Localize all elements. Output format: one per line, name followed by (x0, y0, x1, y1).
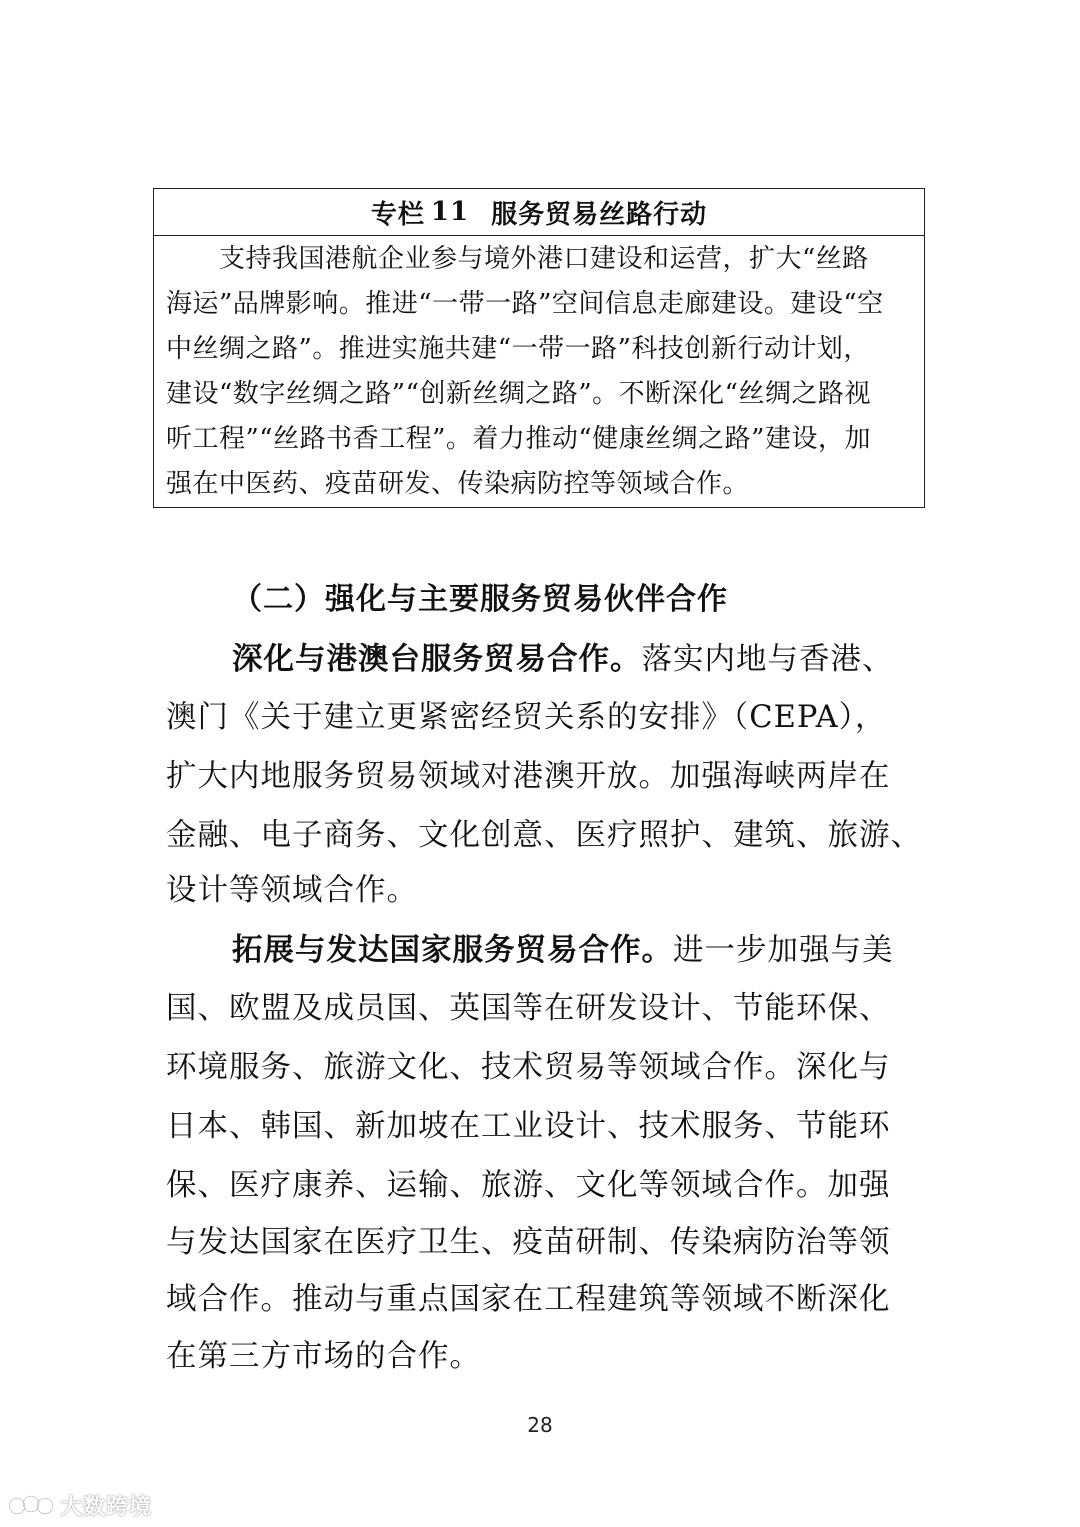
paragraph-text: 进一步加强与美 (673, 933, 894, 968)
column-text-line: 建设“数字丝绸之路”“创新丝绸之路”。不断深化“丝绸之路视 (166, 379, 871, 409)
feature-column-header (154, 189, 924, 236)
paragraph-line: 在第三方市场的合作。 (166, 1339, 481, 1374)
paragraph-line: 与发达国家在医疗卫生、疫苗研制、传染病防治等领 (166, 1225, 891, 1260)
column-label: 专栏 (370, 199, 425, 230)
column-text-line: 强在中医药、疫苗研发、传染病防控等领域合作。 (166, 469, 750, 499)
paragraph-line: 金融、电子商务、文化创意、医疗照护、建筑、旅游、 (166, 818, 922, 853)
paragraph-line: 设计等领域合作。 (166, 873, 418, 908)
column-text-line: 海运”品牌影响。推进“一带一路”空间信息走廊建设。建设“空 (166, 289, 884, 319)
watermark-logo-icon (8, 1492, 54, 1518)
feature-column-box (153, 188, 925, 508)
paragraph-lead: 拓展与发达国家服务贸易合作。 (232, 932, 673, 968)
paragraph-line: 保、医疗康养、运输、旅游、文化等领域合作。加强 (166, 1168, 891, 1203)
section-heading: （二）强化与主要服务贸易伙伴合作 (232, 582, 728, 617)
paragraph-line: 国、欧盟及成员国、英国等在研发设计、节能环保、 (166, 991, 891, 1026)
watermark-text: 大数跨境 (60, 1494, 153, 1520)
paragraph-line: 域合作。推动与重点国家在工程建筑等领域不断深化 (166, 1282, 891, 1317)
paragraph-line: 环境服务、旅游文化、技术贸易等领域合作。深化与 (166, 1050, 891, 1085)
paragraph-first-line (232, 927, 926, 973)
column-text-line: 中丝绸之路”。推进实施共建“一带一路”科技创新行动计划， (166, 334, 870, 364)
paragraph-lead: 深化与港澳台服务贸易合作。 (232, 641, 642, 677)
paragraph-line: 扩大内地服务贸易领域对港澳开放。加强海峡两岸在 (166, 759, 891, 794)
column-text-line: 支持我国港航企业参与境外港口建设和运营，扩大“丝路 (166, 244, 869, 274)
column-title: 服务贸易丝路行动 (491, 199, 708, 230)
column-number: 11 (430, 197, 470, 227)
paragraph-line: 澳门《关于建立更紧密经贸关系的安排》（CEPA）， (166, 700, 887, 735)
paragraph-first-line (232, 636, 926, 682)
paragraph-line: 日本、韩国、新加坡在工业设计、技术服务、节能环 (166, 1109, 891, 1144)
column-text-line: 听工程”“丝路书香工程”。着力推动“健康丝绸之路”建设，加 (166, 424, 871, 454)
watermark (8, 1490, 152, 1520)
page-number: 28 (527, 1413, 553, 1437)
paragraph-text: 落实内地与香港、 (641, 642, 894, 677)
